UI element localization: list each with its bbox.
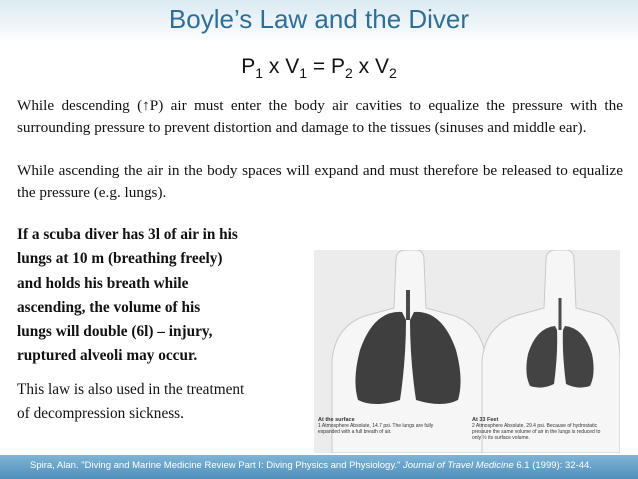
figure-captions [312,415,612,449]
example-line: ascending, the volume of his [17,298,201,316]
up-arrow-icon: ↑ [142,97,150,114]
citation: Spira, Alan. "Diving and Marine Medicine Review Part I: Diving Physics and Physiology." Journal of Travel Medicine 6.1 (1999): 32-44. [30,460,592,471]
descending-paragraph: While descending (↑P) air must enter the body air cavities to equalize the pressure with the surrounding pressure to prevent distortion and damage to the tissues (sinuses and middle ear). [17,97,623,136]
decompression-note [17,378,307,426]
example-line: and holds his breath while [17,274,189,292]
scuba-example [17,223,307,369]
note-line: This law is also used in the treatment [17,381,245,398]
example-line: lungs at 10 m (breathing freely) [17,250,223,268]
note-line: of decompression sickness. [17,405,184,422]
boyles-law-formula: $P_1$ x $V_1 = P_2$ x $V_2$ [241,55,397,82]
footer-band [0,455,638,479]
depth-caption: At 33 Feet 2 Atmosphere Absolute, 29.4 psi. Because of hydrostatic pressure the same volume of air in the lungs is reduced to only ½ its surface volume. [472,417,601,441]
example-line: If a scuba diver has 3l of air in his [17,226,238,243]
surface-caption: At the surface 1 Atmosphere Absolute, 14.7 psi. The lungs are fully expanded with a full breath of air. [318,417,434,435]
ascending-paragraph: While ascending the air in the body spaces will expand and must therefore be released to equalize the pressure (e.g. lungs). [17,162,623,201]
example-line: lungs will double (6l) – injury, [17,323,213,341]
slide-title: Boyle’s Law and the Diver [168,4,470,34]
example-line: ruptured alveoli may occur. [17,347,198,365]
